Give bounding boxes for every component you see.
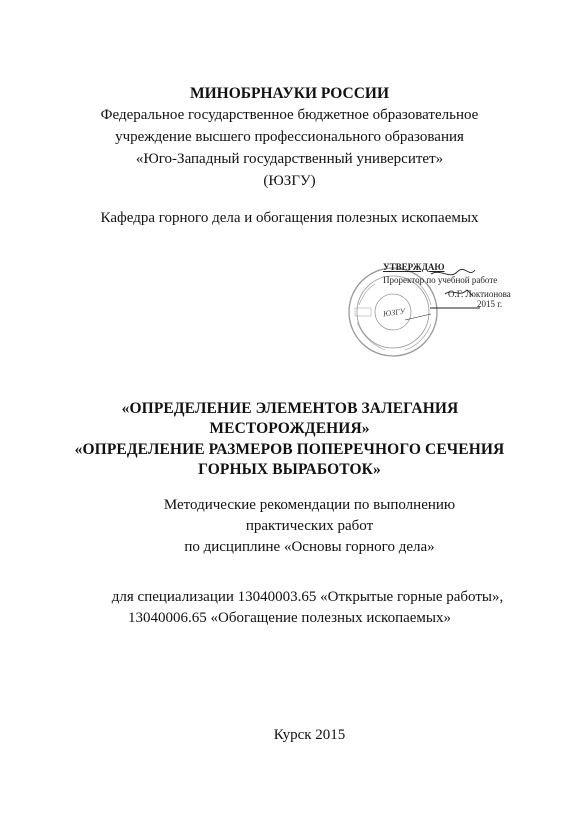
subtitle-line-2: практических работ (245, 518, 374, 534)
document-title-line-1: «ОПРЕДЕЛЕНИЕ ЭЛЕМЕНТОВ ЗАЛЕГАНИЯ (121, 400, 459, 417)
subtitle-line-3: по дисциплине «Основы горного дела» (184, 539, 435, 555)
organization-line-2: учреждение высшего профессионального образования (115, 129, 464, 145)
ministry-name: МИНОБРНАУКИ РОССИИ (189, 85, 390, 102)
stamp-year: 2015 г. (477, 299, 503, 309)
document-title-line-3: «ОПРЕДЕЛЕНИЕ РАЗМЕРОВ ПОПЕРЕЧНОГО СЕЧЕНИЯ (74, 441, 505, 458)
city-and-year: Курск 2015 (273, 727, 346, 743)
specialization-line-1: для специализации 13040003.65 «Открытые горные работы», (111, 589, 504, 605)
university-name: «Юго-Западный государственный университет» (135, 151, 444, 167)
stamp-position: Проректор по учебной работе (383, 275, 498, 285)
document-title-line-4: ГОРНЫХ ВЫРАБОТОК» (198, 461, 381, 478)
university-abbreviation: (ЮЗГУ) (263, 173, 316, 189)
stamp-approved-label: УТВЕРЖДАЮ (383, 262, 445, 272)
seal-text: ЮЗГУ (382, 306, 406, 319)
subtitle-line-1: Методические рекомендации по выполнению (163, 497, 456, 513)
specialization-line-2: 13040006.65 «Обогащение полезных ископаемых» (127, 610, 451, 626)
department-name: Кафедра горного дела и обогащения полезных ископаемых (100, 210, 479, 226)
document-title-line-2: МЕСТОРОЖДЕНИЯ» (209, 420, 370, 437)
stamp-signer: О.Г. Локтионова (448, 289, 511, 299)
organization-line-1: Федеральное государственное бюджетное образовательное (100, 107, 479, 123)
